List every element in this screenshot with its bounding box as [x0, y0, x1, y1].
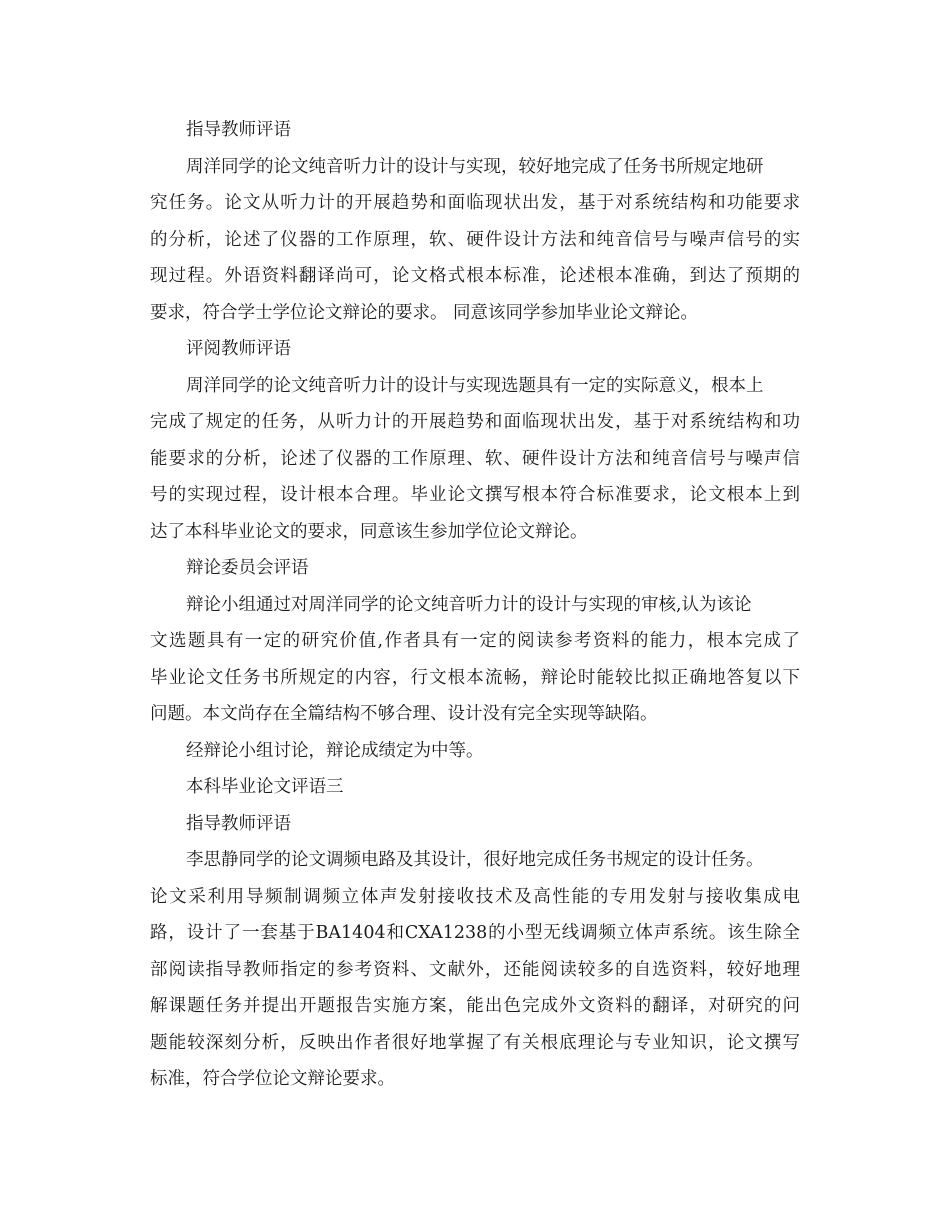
section-heading: 指导教师评语 [186, 813, 291, 834]
paragraph-line: 究任务。论文从听力计的开展趋势和面临现状出发，基于对系统结构和功能要求 [150, 193, 800, 213]
paragraph-line: 辩论小组通过对周洋同学的论文纯音听力计的设计与实现的审核,认为该论 [186, 594, 752, 615]
paragraph-line: 部阅读指导教师指定的参考资料、文献外，还能阅读较多的自选资料，较好地理 [150, 959, 800, 980]
paragraph-line: 解课题任务并提出开题报告实施方案，能出色完成外文资料的翻译，对研究的问 [150, 996, 800, 1016]
section-heading: 辩论委员会评语 [186, 558, 309, 578]
paragraph-line: 达了本科毕业论文的要求，同意该生参加学位论文辩论。 [150, 521, 588, 542]
paragraph-line: 路，设计了一套基于BA1404和CXA1238的小型无线调频立体声系统。该生除全 [150, 923, 800, 943]
paragraph-line: 现过程。外语资料翻译尚可，论文格式根本标准，论述根本准确，到达了预期的 [150, 266, 800, 286]
section-heading: 指导教师评语 [186, 120, 291, 140]
paragraph-line: 李思静同学的论文调频电路及其设计，很好地完成任务书规定的设计任务。 [186, 850, 764, 870]
paragraph-line: 文选题具有一定的研究价值,作者具有一定的阅读参考资料的能力，根本完成了 [150, 631, 800, 651]
paragraph-line: 标准，符合学位论文辩论要求。 [150, 1069, 395, 1089]
paragraph-line: 论文采利用导频制调频立体声发射接收技术及高性能的专用发射与接收集成电 [150, 886, 800, 907]
paragraph-line: 周洋同学的论文纯音听力计的设计与实现选题具有一定的实际意义，根本上 [186, 375, 764, 396]
paragraph-line: 号的实现过程，设计根本合理。毕业论文撰写根本符合标准要求，论文根本上到 [150, 485, 800, 505]
document-body [150, 112, 800, 1098]
paragraph-line: 经辩论小组讨论，辩论成绩定为中等。 [186, 740, 484, 761]
paragraph-line: 要求，符合学士学位论文辩论的要求。 同意该同学参加毕业论文辩论。 [150, 302, 699, 323]
paragraph-line: 周洋同学的论文纯音听力计的设计与实现，较好地完成了任务书所规定地研 [186, 156, 764, 177]
paragraph-line: 题能较深刻分析，反映出作者很好地掌握了有关根底理论与专业知识，论文撰写 [150, 1032, 800, 1053]
paragraph-line: 的分析，论述了仪器的工作原理，软、硬件设计方法和纯音信号与噪声信号的实 [150, 229, 800, 250]
paragraph-line: 完成了规定的任务，从听力计的开展趋势和面临现状出发，基于对系统结构和功 [150, 412, 800, 432]
section-heading: 本科毕业论文评语三 [186, 777, 344, 797]
paragraph-line: 问题。本文尚存在全篇结构不够合理、设计没有完全实现等缺陷。 [150, 704, 658, 724]
paragraph-line: 能要求的分析，论述了仪器的工作原理、软、硬件设计方法和纯音信号与噪声信 [150, 448, 800, 469]
section-heading: 评阅教师评语 [186, 339, 291, 359]
paragraph-line: 毕业论文任务书所规定的内容，行文根本流畅，辩论时能较比拟正确地答复以下 [150, 667, 800, 688]
